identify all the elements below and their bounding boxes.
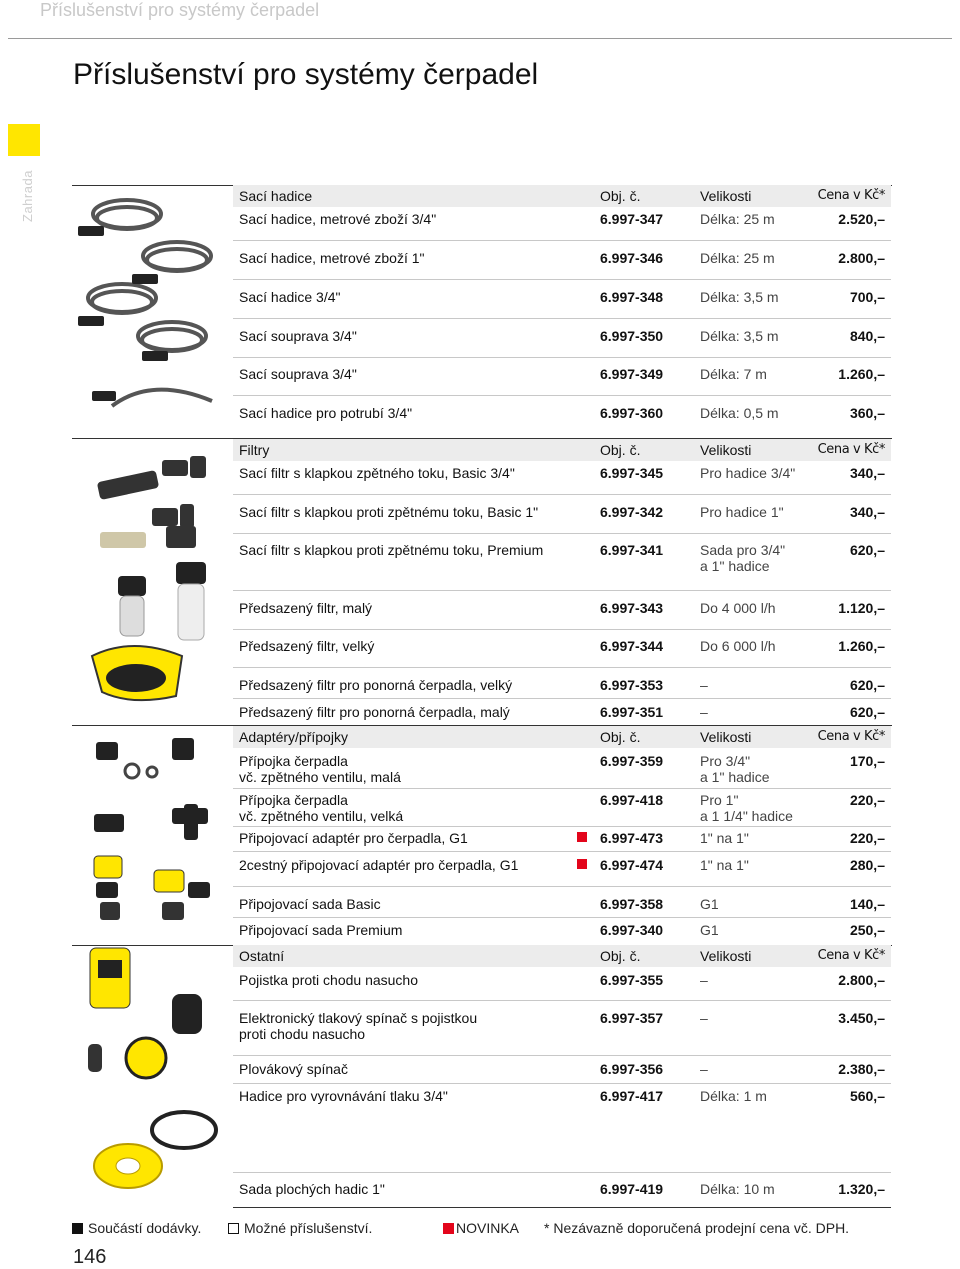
row-separator <box>233 357 891 358</box>
product-name: Připojovací sada Basic <box>239 896 381 912</box>
product-name <box>239 792 584 824</box>
row-separator <box>233 1207 891 1208</box>
order-number: 6.997-419 <box>600 1181 664 1197</box>
product-name: Sací hadice, metrové zboží 1" <box>239 250 425 266</box>
order-number: 6.997-343 <box>600 600 664 616</box>
product-name: Sada plochých hadic 1" <box>239 1181 385 1197</box>
price: 220,– <box>849 792 885 808</box>
order-number: 6.997-345 <box>600 465 664 481</box>
price: 250,– <box>849 922 885 938</box>
page-number: 146 <box>73 1246 107 1268</box>
row-separator <box>233 494 891 495</box>
order-number: 6.997-473 <box>600 830 664 846</box>
page-title: Příslušenství pro systémy čerpadel <box>73 58 539 91</box>
row-separator <box>233 240 891 241</box>
price: 170,– <box>849 753 885 769</box>
table-row <box>233 1010 891 1044</box>
header-size: Velikosti <box>700 729 752 745</box>
size: – <box>700 704 708 720</box>
size: Délka: 25 m <box>700 211 775 227</box>
row-separator <box>233 1000 891 1001</box>
order-number: 6.997-358 <box>600 896 664 912</box>
price: 2.520,– <box>838 211 885 227</box>
price: 620,– <box>849 542 885 558</box>
legend-novinka <box>443 1220 519 1236</box>
size: – <box>700 1010 708 1026</box>
size: G1 <box>700 922 719 938</box>
section-color-tab <box>8 124 40 156</box>
price: 2.800,– <box>838 972 885 988</box>
header-rule <box>8 38 952 39</box>
product-name: Předsazený filtr pro ponorná čerpadla, malý <box>239 704 510 720</box>
price: 840,– <box>849 328 885 344</box>
row-separator <box>233 318 891 319</box>
size: Délka: 0,5 m <box>700 405 779 421</box>
price: 1.320,– <box>838 1181 885 1197</box>
header-obj: Obj. č. <box>600 729 641 745</box>
table-row <box>233 792 891 826</box>
size-line: Pro 3/4" <box>700 753 751 769</box>
product-name: Hadice pro vyrovnávání tlaku 3/4" <box>239 1088 448 1104</box>
product-name: Sací filtr s klapkou zpětného toku, Basic 3/4" <box>239 465 515 481</box>
table-header <box>233 945 891 967</box>
size: Pro hadice 1" <box>700 504 784 520</box>
product-name: Předsazený filtr, malý <box>239 600 373 616</box>
header-price: Cena v Kč* <box>817 948 885 963</box>
name-line: Elektronický tlakový spínač s pojistkou <box>239 1010 478 1026</box>
product-name: 2cestný připojovací adaptér pro čerpadla, G1 <box>239 857 519 873</box>
row-separator <box>233 826 891 827</box>
row-separator <box>233 1055 891 1056</box>
size: – <box>700 1061 708 1077</box>
size: 1" na 1" <box>700 857 749 873</box>
row-separator <box>233 629 891 630</box>
header-name: Ostatní <box>239 948 285 964</box>
price: 280,– <box>849 857 885 873</box>
row-separator <box>233 1172 891 1173</box>
product-name: Sací hadice pro potrubí 3/4" <box>239 405 413 421</box>
name-line-2: vč. zpětného ventilu, malá <box>239 769 401 785</box>
pressure-switch-image <box>90 948 202 1034</box>
float-switch-image <box>88 1038 216 1148</box>
product-name: Plovákový spínač <box>239 1061 348 1077</box>
price: 700,– <box>849 289 885 305</box>
suction-hose-coils-image <box>88 200 212 406</box>
product-name <box>239 1010 584 1042</box>
row-separator <box>233 1083 891 1084</box>
order-number: 6.997-359 <box>600 753 664 769</box>
order-number: 6.997-348 <box>600 289 664 305</box>
novinka-marker <box>577 859 587 869</box>
table-row <box>233 753 891 787</box>
adapters-image <box>94 738 208 840</box>
price: 560,– <box>849 1088 885 1104</box>
side-section-label: Zahrada <box>20 170 35 222</box>
product-name: Připojovací adaptér pro čerpadla, G1 <box>239 830 468 846</box>
order-number: 6.997-357 <box>600 1010 664 1026</box>
connection-sets-image <box>94 856 210 920</box>
product-name: Pojistka proti chodu nasucho <box>239 972 418 988</box>
running-head: Příslušenství pro systémy čerpadel <box>40 0 320 20</box>
legend-optional <box>228 1220 372 1236</box>
product-name: Sací souprava 3/4" <box>239 328 357 344</box>
price: 2.800,– <box>838 250 885 266</box>
product-name: Sací hadice, metrové zboží 3/4" <box>239 211 437 227</box>
size-line-2: a 1" hadice <box>700 558 770 574</box>
order-number: 6.997-346 <box>600 250 664 266</box>
order-number: 6.997-360 <box>600 405 664 421</box>
order-number: 6.997-356 <box>600 1061 664 1077</box>
row-separator <box>233 279 891 280</box>
header-name: Filtry <box>239 442 270 458</box>
legend-optional-text: Možné příslušenství. <box>244 1220 373 1236</box>
order-number: 6.997-417 <box>600 1088 664 1104</box>
size: Délka: 7 m <box>700 366 767 382</box>
table-header <box>233 726 891 748</box>
order-number: 6.997-347 <box>600 211 664 227</box>
name-line: Přípojka čerpadla <box>239 753 348 769</box>
flat-hose-image <box>94 1144 162 1188</box>
order-number: 6.997-418 <box>600 792 664 808</box>
submersible-prefilter-image <box>92 646 182 700</box>
size: 1" na 1" <box>700 830 749 846</box>
size <box>700 753 820 785</box>
table-header <box>233 439 891 461</box>
price: 340,– <box>849 504 885 520</box>
header-size: Velikosti <box>700 442 752 458</box>
header-name: Adaptéry/přípojky <box>239 729 348 745</box>
legend-price-note: * Nezávazně doporučená prodejní cena vč. DPH. <box>544 1220 850 1236</box>
price: 620,– <box>849 677 885 693</box>
order-number: 6.997-342 <box>600 504 664 520</box>
price: 140,– <box>849 896 885 912</box>
novinka-marker <box>577 832 587 842</box>
header-obj: Obj. č. <box>600 442 641 458</box>
product-images <box>72 186 232 1216</box>
suction-filters-image <box>97 456 206 548</box>
price: 3.450,– <box>838 1010 885 1026</box>
row-separator <box>233 886 891 887</box>
row-separator <box>233 788 891 789</box>
product-name: Sací hadice 3/4" <box>239 289 341 305</box>
name-line-2: vč. zpětného ventilu, velká <box>239 808 404 824</box>
price: 220,– <box>849 830 885 846</box>
order-number: 6.997-349 <box>600 366 664 382</box>
price: 340,– <box>849 465 885 481</box>
price: 1.120,– <box>838 600 885 616</box>
size <box>700 542 820 574</box>
product-name: Sací filtr s klapkou proti zpětnému toku, Premium <box>239 542 544 558</box>
size: G1 <box>700 896 719 912</box>
order-number: 6.997-350 <box>600 328 664 344</box>
price: 1.260,– <box>838 366 885 382</box>
table-row <box>233 542 891 576</box>
product-name: Předsazený filtr pro ponorná čerpadla, velký <box>239 677 513 693</box>
size: Délka: 3,5 m <box>700 328 779 344</box>
red-square-icon <box>443 1223 454 1234</box>
row-separator <box>233 533 891 534</box>
row-separator <box>233 917 891 918</box>
price: 2.380,– <box>838 1061 885 1077</box>
order-number: 6.997-341 <box>600 542 664 558</box>
header-size: Velikosti <box>700 188 752 204</box>
size: Délka: 1 m <box>700 1088 767 1104</box>
order-number: 6.997-344 <box>600 638 664 654</box>
size-line: Pro 1" <box>700 792 739 808</box>
row-separator <box>233 590 891 591</box>
size-line: Sada pro 3/4" <box>700 542 786 558</box>
table-header <box>233 185 891 207</box>
header-name: Sací hadice <box>239 188 313 204</box>
header-obj: Obj. č. <box>600 188 641 204</box>
header-price: Cena v Kč* <box>817 729 885 744</box>
order-number: 6.997-355 <box>600 972 664 988</box>
product-name: Sací souprava 3/4" <box>239 366 357 382</box>
legend-novinka-text: NOVINKA <box>456 1220 520 1236</box>
header-obj: Obj. č. <box>600 948 641 964</box>
size: – <box>700 972 708 988</box>
size: Délka: 10 m <box>700 1181 775 1197</box>
product-name: Sací filtr s klapkou proti zpětnému toku, Basic 1" <box>239 504 539 520</box>
order-number: 6.997-474 <box>600 857 664 873</box>
price: 360,– <box>849 405 885 421</box>
name-line: Přípojka čerpadla <box>239 792 348 808</box>
header-price: Cena v Kč* <box>817 188 885 203</box>
product-name: Připojovací sada Premium <box>239 922 403 938</box>
size: Do 6 000 l/h <box>700 638 776 654</box>
row-separator <box>233 667 891 668</box>
size-line-2: a 1" hadice <box>700 769 770 785</box>
price: 620,– <box>849 704 885 720</box>
order-number: 6.997-340 <box>600 922 664 938</box>
product-name: Předsazený filtr, velký <box>239 638 375 654</box>
product-name <box>239 753 584 785</box>
prefilters-image <box>118 562 206 640</box>
size: Pro hadice 3/4" <box>700 465 796 481</box>
row-separator <box>233 851 891 852</box>
legend-included-text: Součástí dodávky. <box>88 1220 202 1236</box>
size: – <box>700 677 708 693</box>
size: Délka: 25 m <box>700 250 775 266</box>
header-size: Velikosti <box>700 948 752 964</box>
row-separator <box>233 698 891 699</box>
legend-included <box>72 1220 201 1236</box>
order-number: 6.997-353 <box>600 677 664 693</box>
empty-square-icon <box>228 1223 239 1234</box>
size-line-2: a 1 1/4" hadice <box>700 808 793 824</box>
size: Délka: 3,5 m <box>700 289 779 305</box>
row-separator <box>233 395 891 396</box>
name-line-2: proti chodu nasucho <box>239 1026 366 1042</box>
size <box>700 792 820 824</box>
filled-square-icon <box>72 1223 83 1234</box>
price: 1.260,– <box>838 638 885 654</box>
order-number: 6.997-351 <box>600 704 664 720</box>
size: Do 4 000 l/h <box>700 600 776 616</box>
header-price: Cena v Kč* <box>817 442 885 457</box>
